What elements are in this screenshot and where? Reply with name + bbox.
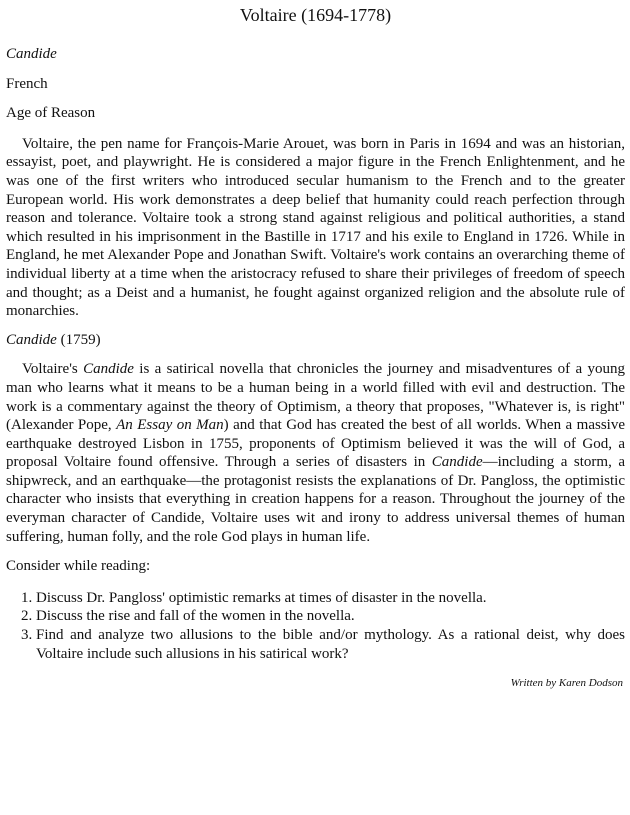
author-biography: Voltaire, the pen name for François-Marie Arouet, was born in Paris in 1694 and was an historian, essayist, poet, and playwright. He is considered a major figure in the French Enlightenment, and he was one of the first writers who introduced secular humanism to the French and to the greater European world. His work demonstrates a deep belief that humanity could reach perfection through reason and tolerance. Voltaire took a strong stand against religious and political authorities, a stand which resulted in his imprisonment in the Bastille in 1717 and his exile to England in 1726. While in England, he met Alexander Pope and Jonathan Swift. Voltaire's work contains an overarching theme of individual liberty at a time when the aristocracy refused to share their privileges of freedom of speech and thought; as a Deist and a humanist, he fought against organized religion and the absolute rule of monarchies. [6,135,625,320]
work-summary-italic-2: An Essay on Man [116,417,224,434]
work-summary [6,360,625,546]
work-heading-title: Candide [6,331,57,348]
question-list [6,589,625,663]
work-summary-text-1: Voltaire's [22,361,84,378]
work-summary-italic-1: Candide [83,361,134,378]
work-summary-text-2: is a satirical novella that chronicles the journey and misadventures of a young man who learns what it means to be a human being in a world filled with evil and destruction. The work is a commentary against the theory of Optimism, a theory that proposes, "Whatever is, is right" (Alexander Pope, [6,361,625,434]
question-item: 2. Discuss the rise and fall of the women in the novella. [36,607,625,626]
work-summary-text-3: ) and that God has created the best of all worlds. When a massive earthquake destroyed Lisbon in 1755, proponents of Optimism believed it was the will of God, a proposal Voltaire found offensive. Through a series of disasters in [6,417,625,471]
work-heading-year: (1759) [56,331,101,348]
work-summary-italic-3: Candide [431,454,483,471]
author-credit: Written by Karen Dodson [510,677,623,690]
language-label: French [6,75,48,92]
question-item: 3. Find and analyze two allusions to the bible and/or mythology. As a rational deist, why does Voltaire include such allusions in his satirical work? [36,626,625,663]
work-summary-text-4: —including a storm, a shipwreck, and an earthquake—the protagonist resists the explanations of Dr. Pangloss, the optimistic character who insists that everything in creation happens for a reason. Throughout the journey of the everyman character of Candide, Voltaire uses wit and irony to address universal themes of human suffering, human folly, and the role God plays in human life. [6,454,625,545]
consider-label: Consider while reading: [6,558,151,575]
page-title: Voltaire (1694-1778) [239,5,392,25]
work-heading [6,331,625,350]
work-title: Candide [6,46,57,62]
question-item: 1. Discuss Dr. Pangloss' optimistic remarks at times of disaster in the novella. [36,589,625,608]
period-label: Age of Reason [6,105,96,122]
